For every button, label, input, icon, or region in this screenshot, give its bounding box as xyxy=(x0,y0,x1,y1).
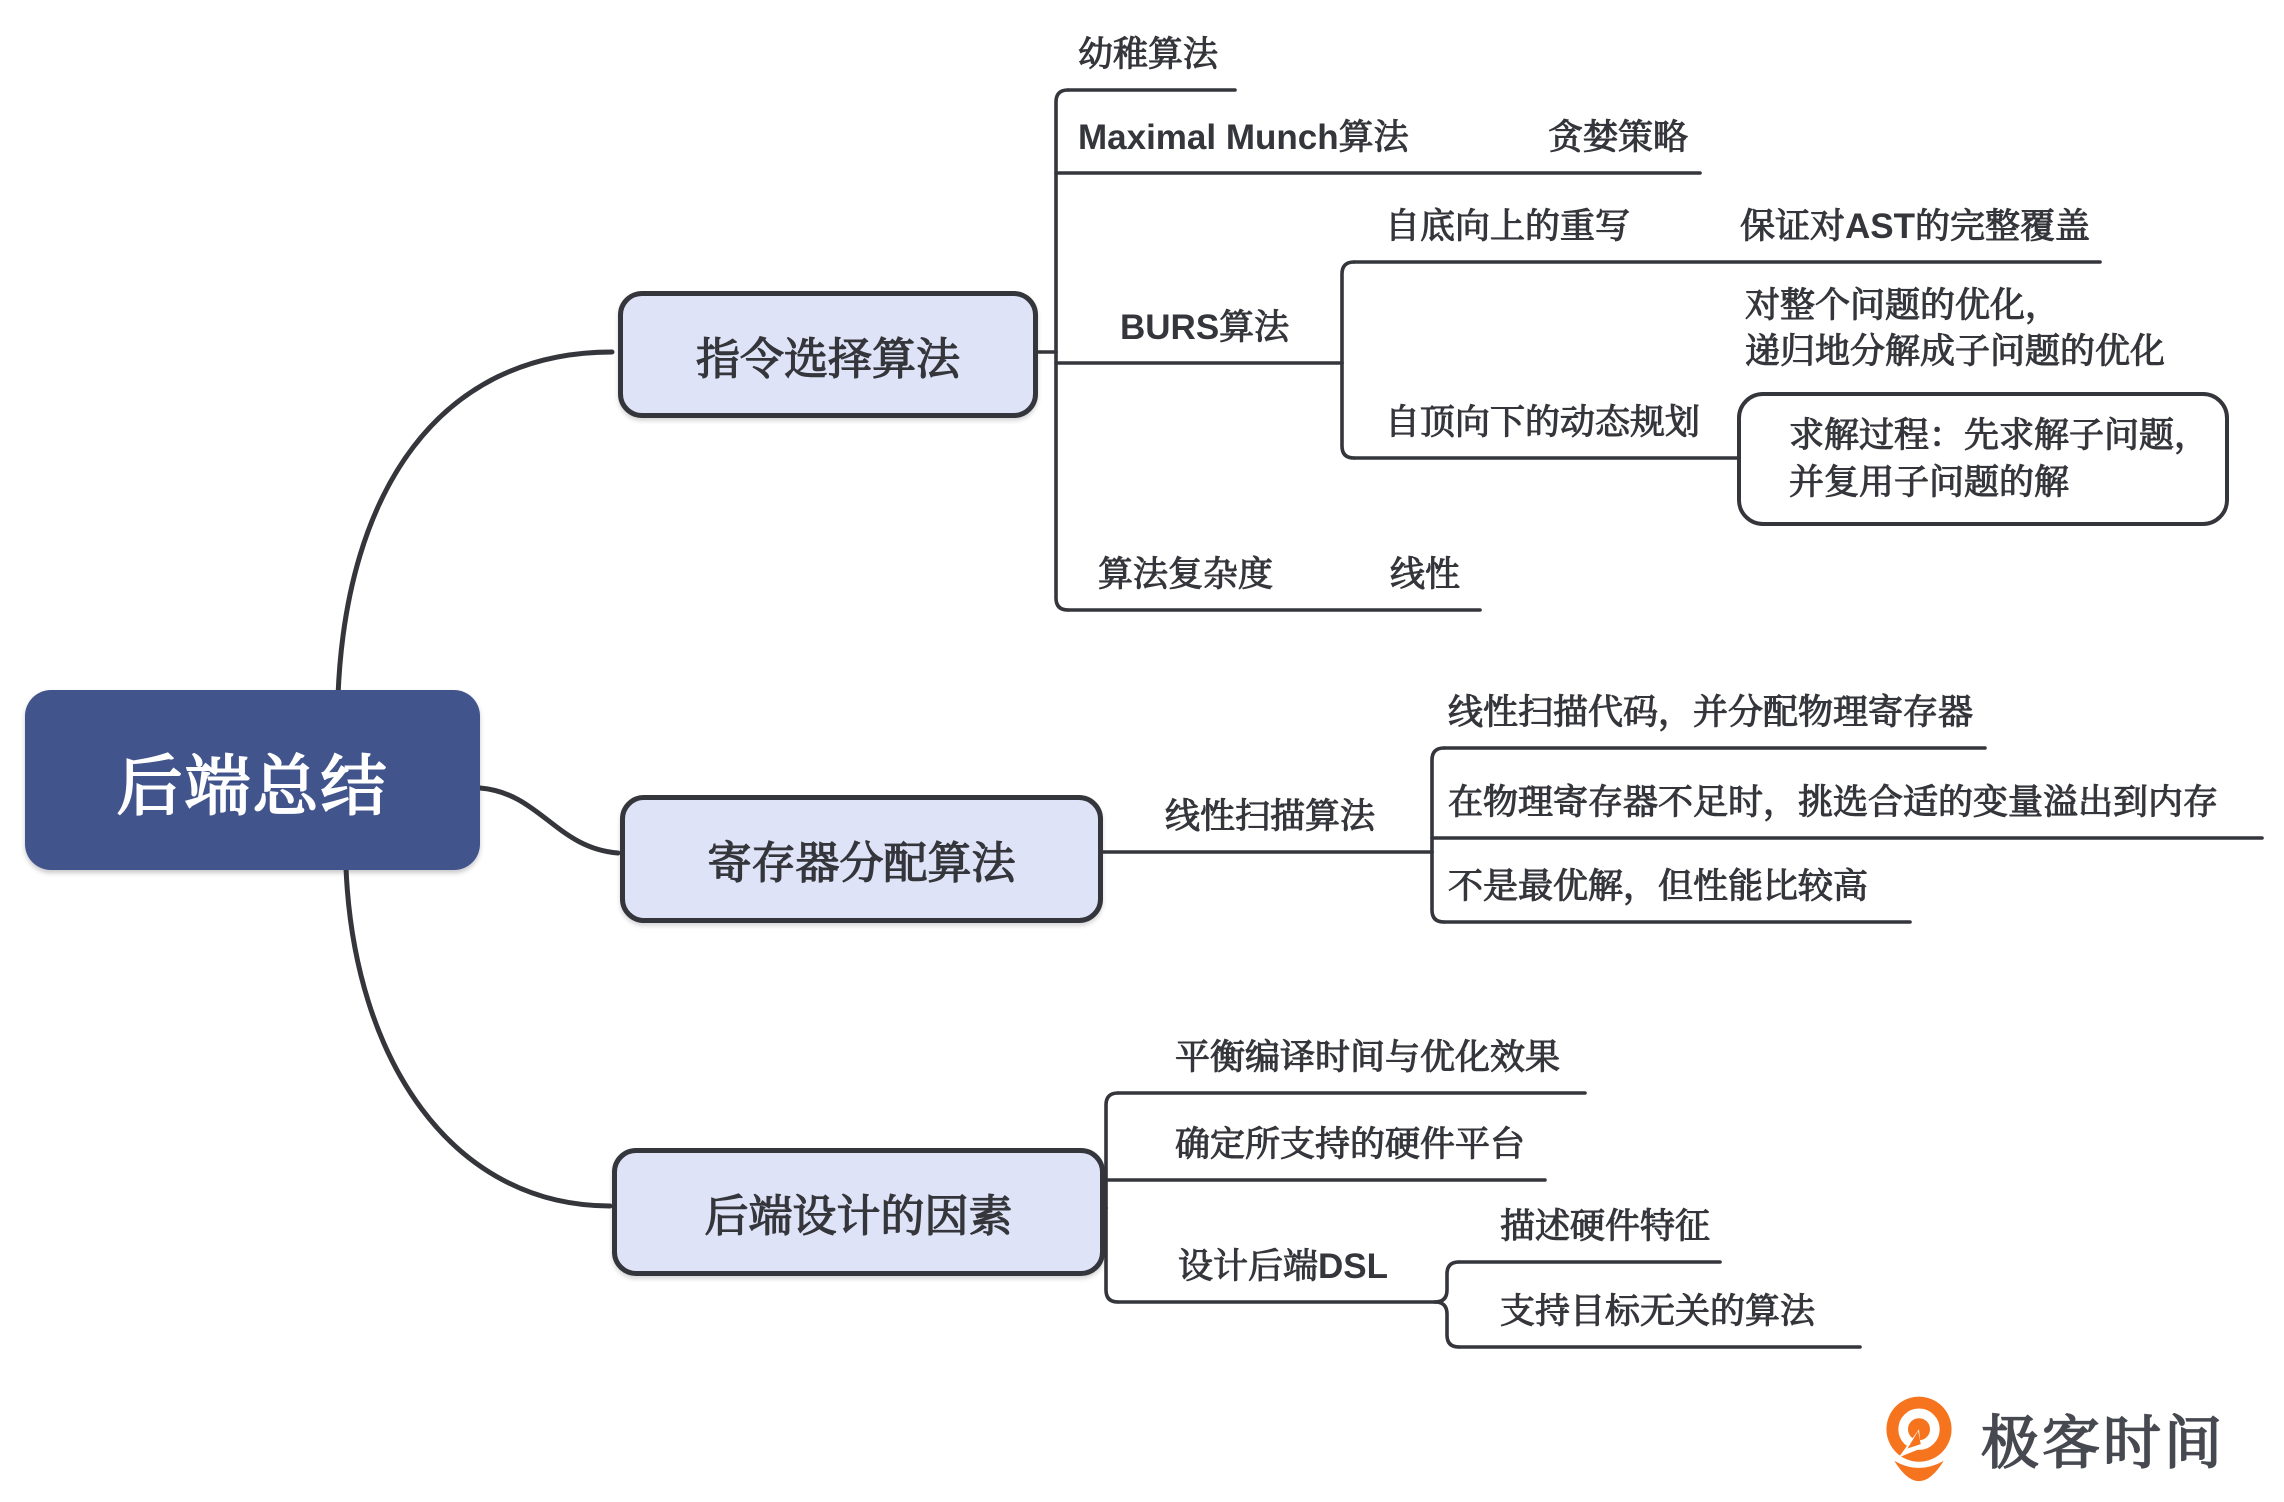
connector-dsl-trunk-down xyxy=(1435,1302,1459,1347)
annotation-line1: 对整个问题的优化， xyxy=(1745,286,2061,325)
connector-b1-trunk-up xyxy=(1056,90,1068,352)
node-balance-compile-time[interactable]: 平衡编译时间与优化效果 xyxy=(1175,1038,1561,1077)
node-register-allocation[interactable]: 寄存器分配算法 xyxy=(620,795,1103,923)
connector-dsl-trunk-up xyxy=(1435,1262,1459,1302)
connector-root-branch2 xyxy=(480,788,618,853)
node-solve-process-callout[interactable] xyxy=(1737,392,2229,526)
node-backend-dsl[interactable]: 设计后端DSL xyxy=(1178,1247,1389,1286)
node-burs-algorithm[interactable]: BURS算法 xyxy=(1120,308,1290,347)
node-hardware-platform[interactable]: 确定所支持的硬件平台 xyxy=(1175,1125,1526,1164)
node-target-independent[interactable]: 支持目标无关的算法 xyxy=(1500,1292,1816,1331)
connector-burs-trunk-down xyxy=(1342,363,1354,458)
callout-line1: 求解过程：先求解子问题， xyxy=(1789,416,2210,455)
connector-root-branch3 xyxy=(346,868,610,1206)
node-top-down-dp[interactable]: 自顶向下的动态规划 xyxy=(1385,403,1701,442)
node-instruction-selection[interactable]: 指令选择算法 xyxy=(618,291,1038,418)
callout-line2: 并复用子问题的解 xyxy=(1789,463,2070,502)
node-whole-problem-optimization[interactable] xyxy=(1745,283,2165,375)
annotation-line2: 递归地分解成子问题的优化 xyxy=(1745,332,2166,371)
node-bottom-up-rewrite[interactable]: 自底向上的重写 xyxy=(1385,207,1631,246)
node-naive-algorithm[interactable]: 幼稚算法 xyxy=(1078,35,1219,74)
node-scan-and-allocate[interactable]: 线性扫描代码，并分配物理寄存器 xyxy=(1448,693,1974,732)
connector-root-branch1 xyxy=(338,352,612,696)
node-describe-hw-features[interactable]: 描述硬件特征 xyxy=(1500,1207,1711,1246)
node-spill-to-memory[interactable]: 在物理寄存器不足时，挑选合适的变量溢出到内存 xyxy=(1448,783,2219,822)
node-greedy-strategy[interactable]: 贪婪策略 xyxy=(1548,118,1689,157)
node-algorithm-complexity[interactable]: 算法复杂度 xyxy=(1098,555,1274,594)
connector-b1-trunk-down xyxy=(1056,352,1068,610)
connector-burs-trunk-up xyxy=(1342,262,1354,363)
node-suboptimal-fast[interactable]: 不是最优解，但性能比较高 xyxy=(1448,867,1869,906)
connector-b3-trunk-up xyxy=(1106,1093,1118,1208)
node-backend-design-factors[interactable]: 后端设计的因素 xyxy=(612,1148,1105,1276)
node-linear-scan-algorithm[interactable]: 线性扫描算法 xyxy=(1165,797,1376,836)
node-root[interactable]: 后端总结 xyxy=(25,690,480,870)
geektime-logo[interactable] xyxy=(1875,1392,2225,1484)
geektime-pin-icon xyxy=(1875,1392,1963,1484)
connector-b3-trunk-down xyxy=(1106,1208,1118,1302)
node-linear[interactable]: 线性 xyxy=(1390,555,1461,594)
node-maximal-munch[interactable]: Maximal Munch算法 xyxy=(1078,118,1409,157)
node-ast-full-coverage[interactable]: 保证对AST的完整覆盖 xyxy=(1740,207,2091,246)
connector-b2-trunk-down xyxy=(1432,852,1444,922)
geektime-logo-text: 极客时间 xyxy=(1981,1411,2226,1476)
